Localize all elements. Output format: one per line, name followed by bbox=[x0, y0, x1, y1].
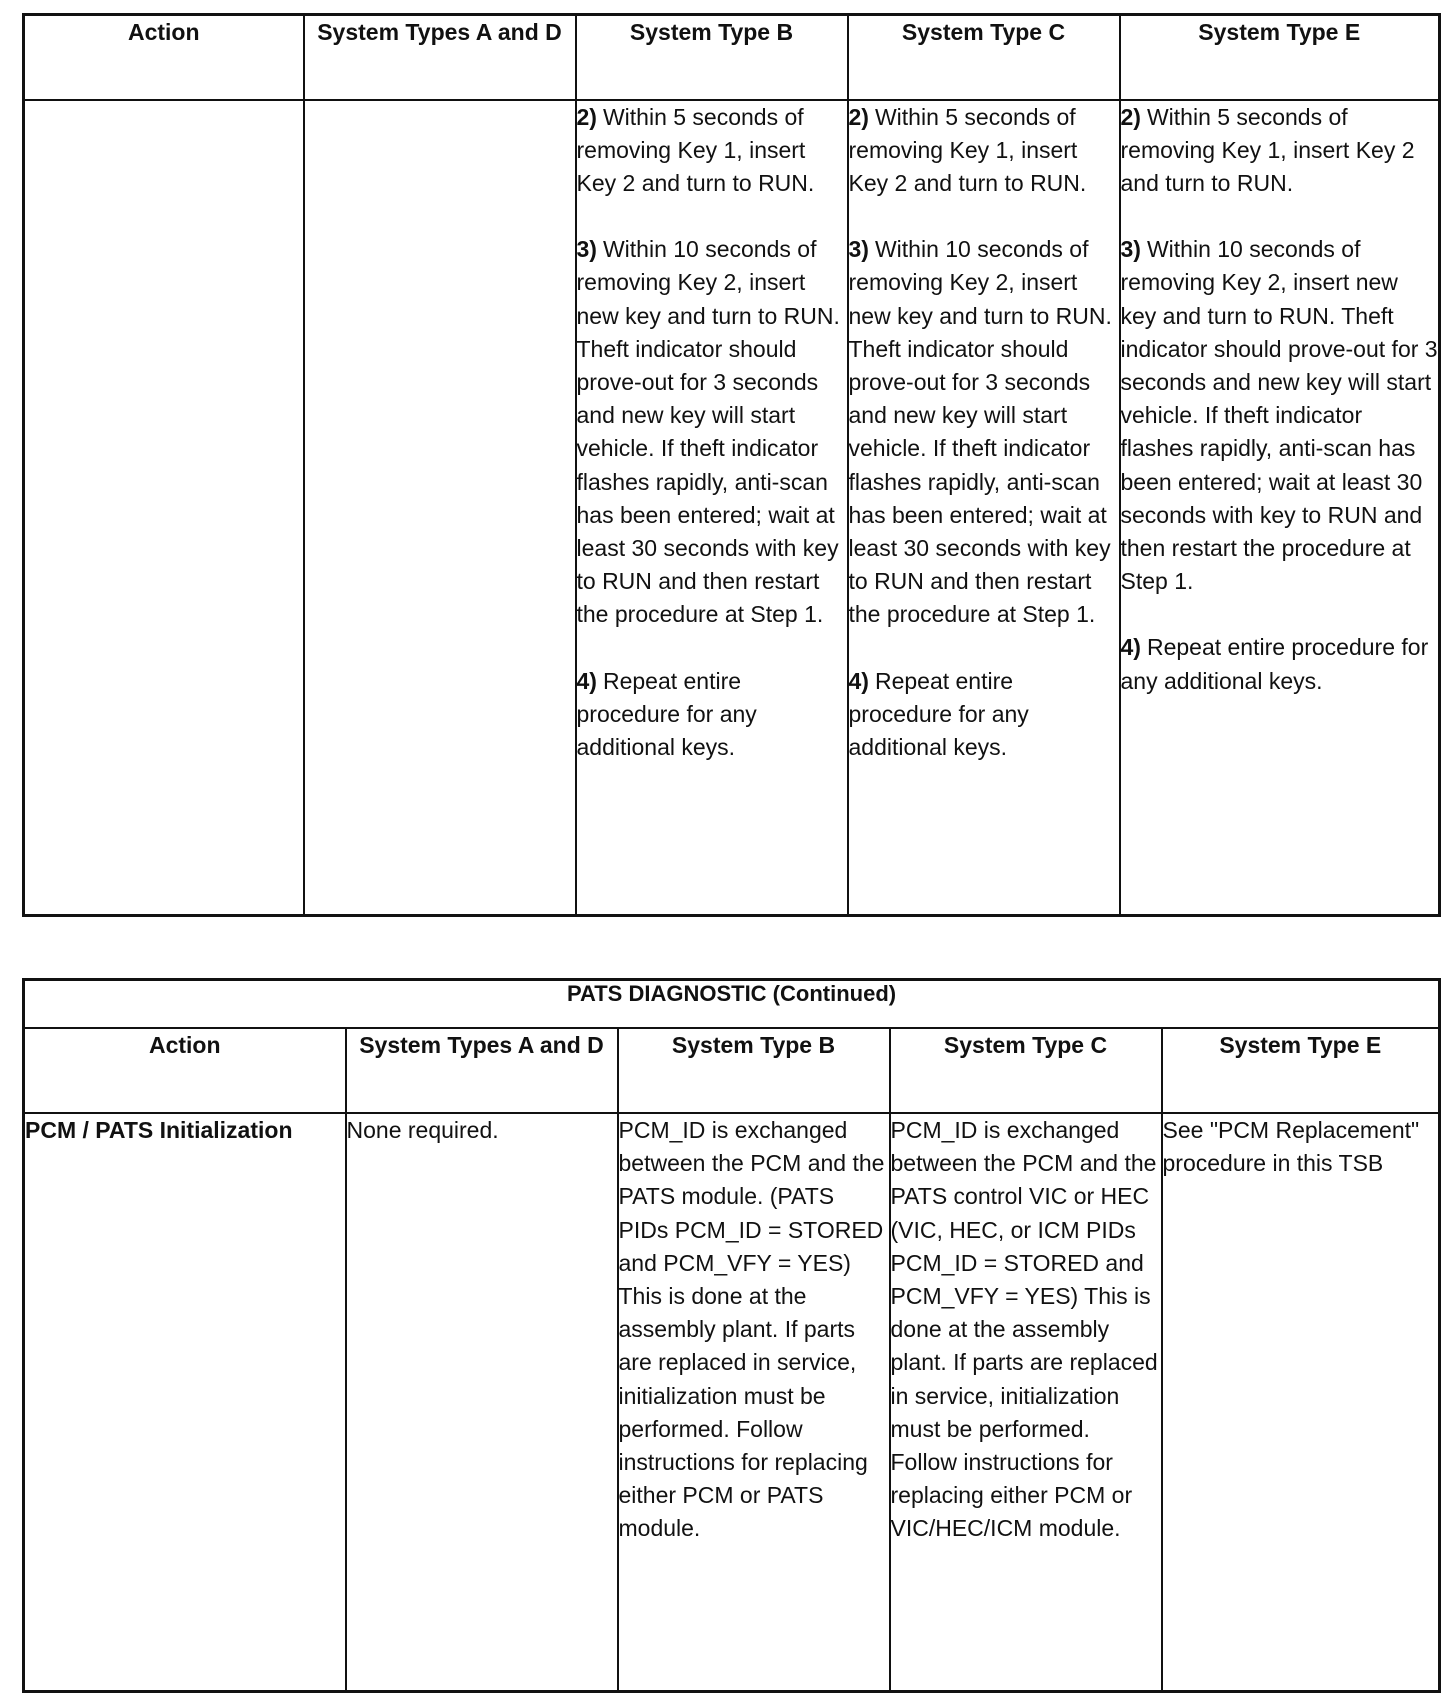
step-2 bbox=[849, 101, 1119, 201]
header-system-type-b: System Type B bbox=[576, 15, 848, 100]
step-2 bbox=[577, 101, 847, 201]
header-system-type-e: System Type E bbox=[1120, 15, 1440, 100]
step-4 bbox=[577, 665, 847, 765]
step-text: Within 10 seconds of removing Key 2, insert new key and turn to RUN. Theft indicator should prove-out for 3 seconds and new key will start vehicle. If theft indicator flashes rapidly, anti-scan has been entered; wait at least 30 seconds with key to RUN and then restart the procedure at Step 1. bbox=[576, 236, 840, 628]
step-text: Within 5 seconds of removing Key 1, insert Key 2 and turn to RUN. bbox=[848, 103, 1087, 196]
cell-system-type-c: PCM_ID is exchanged between the PCM and the PATS control VIC or HEC (VIC, HEC, or ICM PIDs PCM_ID = STORED and PCM_VFY = YES) This is done at the assembly plant. If parts are replaced in service, initialization must be performed. Follow instructions for replacing either PCM or VIC/HEC/ICM module. bbox=[890, 1113, 1162, 1691]
step-text: Repeat entire procedure for any additional keys. bbox=[848, 667, 1029, 760]
step-3 bbox=[577, 233, 847, 631]
cell-system-types-a-d: None required. bbox=[346, 1113, 618, 1691]
table-title-row bbox=[24, 980, 1440, 1029]
step-number: 2) bbox=[576, 103, 597, 130]
cell-system-type-e: See "PCM Replacement" procedure in this TSB bbox=[1162, 1113, 1440, 1691]
step-text: Within 10 seconds of removing Key 2, insert new key and turn to RUN. Theft indicator should prove-out for 3 seconds and new key will start vehicle. If theft indicator flashes rapidly, anti-scan has been entered; wait at least 30 seconds with key to RUN and then restart the procedure at Step 1. bbox=[848, 236, 1112, 628]
step-number: 3) bbox=[848, 236, 869, 263]
step-text: Repeat entire procedure for any additional keys. bbox=[576, 667, 757, 760]
header-system-types-a-d: System Types A and D bbox=[346, 1028, 618, 1113]
cell-system-type-e bbox=[1120, 100, 1440, 916]
cell-system-types-a-d bbox=[304, 100, 576, 916]
header-action: Action bbox=[24, 1028, 346, 1113]
step-4 bbox=[849, 665, 1119, 765]
step-number: 2) bbox=[848, 103, 869, 130]
header-system-type-b: System Type B bbox=[618, 1028, 890, 1113]
table-title: PATS DIAGNOSTIC (Continued) bbox=[24, 980, 1440, 1029]
step-number: 4) bbox=[1120, 634, 1141, 661]
step-number: 3) bbox=[576, 236, 597, 263]
header-system-types-a-d: System Types A and D bbox=[304, 15, 576, 100]
step-text: Within 10 seconds of removing Key 2, insert new key and turn to RUN. Theft indicator should prove-out for 3 seconds and new key will start vehicle. If theft indicator flashes rapidly, anti-scan has been entered; wait at least 30 seconds with key to RUN and then restart the procedure at Step 1. bbox=[1120, 236, 1438, 595]
step-3 bbox=[1121, 233, 1439, 598]
step-text: Repeat entire procedure for any additional keys. bbox=[1120, 634, 1429, 694]
step-number: 4) bbox=[576, 667, 597, 694]
step-2 bbox=[1121, 101, 1439, 201]
step-text: Within 5 seconds of removing Key 1, insert Key 2 and turn to RUN. bbox=[1120, 103, 1415, 196]
key-programming-table bbox=[22, 13, 1441, 917]
table-row bbox=[24, 100, 1440, 916]
step-text: Within 5 seconds of removing Key 1, insert Key 2 and turn to RUN. bbox=[576, 103, 815, 196]
step-number: 3) bbox=[1120, 236, 1141, 263]
step-number: 4) bbox=[848, 667, 869, 694]
table-header-row bbox=[24, 15, 1440, 100]
header-system-type-c: System Type C bbox=[890, 1028, 1162, 1113]
step-3 bbox=[849, 233, 1119, 631]
header-system-type-c: System Type C bbox=[848, 15, 1120, 100]
table-header-row bbox=[24, 1028, 1440, 1113]
cell-system-type-c bbox=[848, 100, 1120, 916]
cell-system-type-b: PCM_ID is exchanged between the PCM and the PATS module. (PATS PIDs PCM_ID = STORED and PCM_VFY = YES) This is done at the assembly plant. If parts are replaced in service, initialization must be performed. Follow instructions for replacing either PCM or PATS module. bbox=[618, 1113, 890, 1691]
table-row bbox=[24, 1113, 1440, 1691]
header-action: Action bbox=[24, 15, 304, 100]
cell-system-type-b bbox=[576, 100, 848, 916]
step-number: 2) bbox=[1120, 103, 1141, 130]
header-system-type-e: System Type E bbox=[1162, 1028, 1440, 1113]
cell-action: PCM / PATS Initialization bbox=[24, 1113, 346, 1691]
step-4 bbox=[1121, 631, 1439, 697]
cell-action bbox=[24, 100, 304, 916]
pats-diagnostic-table bbox=[22, 978, 1441, 1693]
